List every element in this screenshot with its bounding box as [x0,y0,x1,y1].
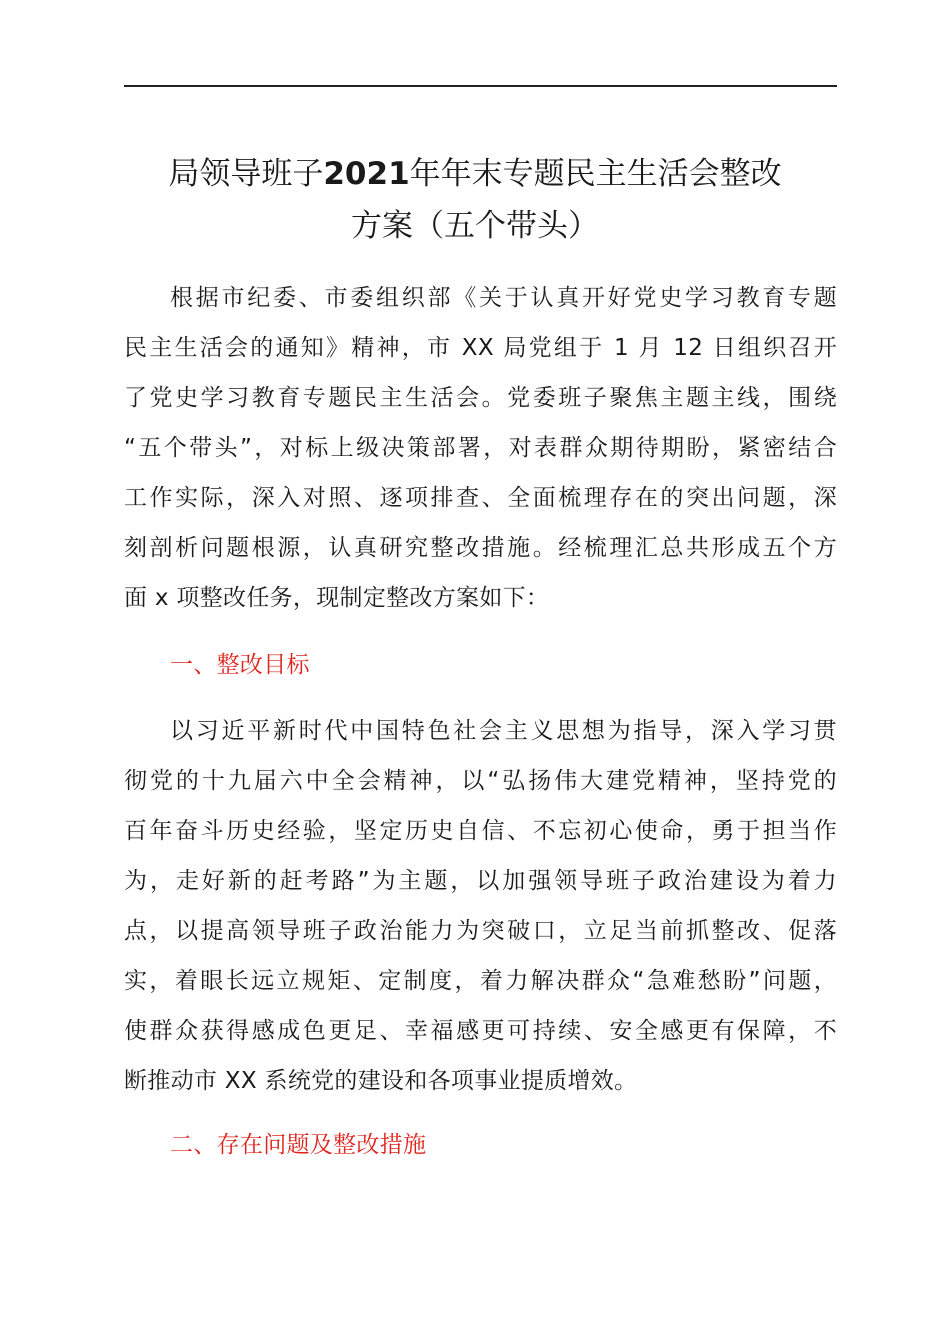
paragraph-line: 面 x 项整改任务，现制定整改方案如下： [124,585,550,611]
paragraph-line: 以习近平新时代中国特色社会主义思想为指导，深入学习贯 [170,718,837,744]
paragraph-line: 百年奋斗历史经验，坚定历史自信、不忘初心使命，勇于担当作 [124,818,837,844]
paragraph-line: 使群众获得感成色更足、幸福感更可持续、安全感更有保障，不 [124,1018,837,1044]
paragraph-line: 断推动市 XX 系统党的建设和各项事业提质增效。 [124,1068,638,1094]
intro-paragraph [124,273,837,623]
paragraph-line: 彻党的十九届六中全会精神，以“弘扬伟大建党精神，坚持党的 [124,768,837,794]
goals-paragraph [124,706,837,1106]
title-line2: 方案（五个带头） [351,208,599,244]
section-heading-goals: 一、整改目标 [170,652,310,678]
title-year: 2021 [323,156,410,192]
document-title [100,148,850,252]
paragraph-line: 点，以提高领导班子政治能力为突破口，立足当前抓整改、促落 [124,918,837,944]
section-heading-problems: 二、存在问题及整改措施 [170,1132,427,1158]
title-prefix: 局领导班子 [168,156,324,192]
paragraph-line: 为，走好新的赶考路”为主题，以加强领导班子政治建设为着力 [124,868,837,894]
header-rule [124,85,837,87]
paragraph-line: “五个带头”，对标上级决策部署，对表群众期待期盼，紧密结合 [124,435,837,461]
title-suffix: 年年末专题民主生活会整改 [409,156,782,192]
paragraph-line: 了党史学习教育专题民主生活会。党委班子聚焦主题主线，围绕 [124,385,837,411]
paragraph-line: 工作实际，深入对照、逐项排查、全面梳理存在的突出问题，深 [124,485,837,511]
paragraph-line: 实，着眼长远立规矩、定制度，着力解决群众“急难愁盼”问题， [124,968,837,994]
paragraph-line: 民主生活会的通知》精神，市 XX 局党组于 1 月 12 日组织召开 [124,335,837,361]
paragraph-line: 刻剖析问题根源，认真研究整改措施。经梳理汇总共形成五个方 [124,535,837,561]
paragraph-line: 根据市纪委、市委组织部《关于认真开好党史学习教育专题 [170,285,837,311]
